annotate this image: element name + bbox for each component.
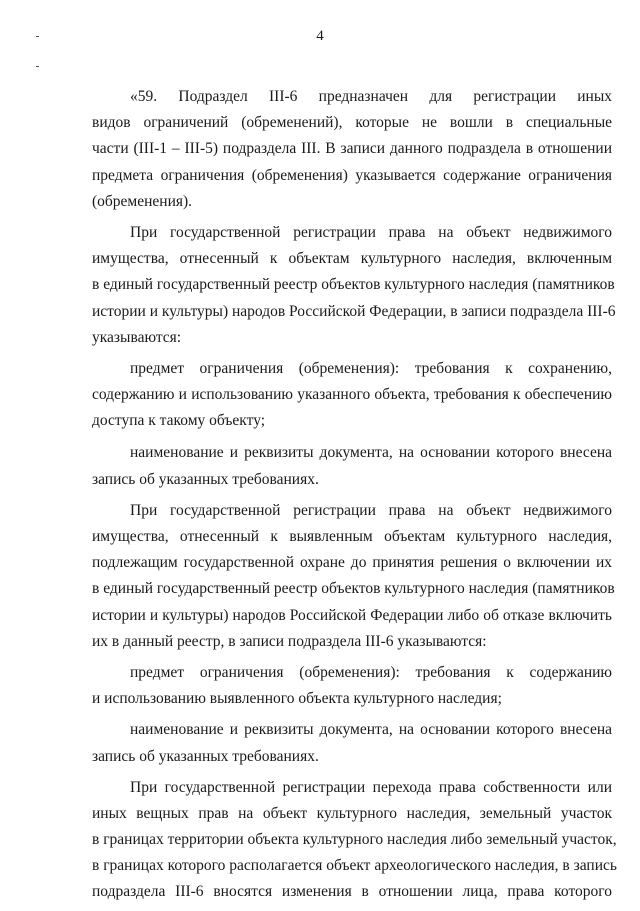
text-line: в границах которого располагается объект археологического наследия, в запись [92,857,617,875]
text-line: истории и культуры) народов Российской Федерации либо об отказе включить [92,606,612,624]
text-line: видов ограничений (обременений), которые не вошли в специальные [92,114,612,132]
page-number: 4 [316,28,324,44]
scan-mark [36,66,39,67]
text-line: части (III-1 – III-5) подраздела III. В записи данного подраздела в отношении [92,140,612,158]
paragraph [92,775,617,906]
paragraph [92,498,615,655]
paragraph [92,717,612,769]
text-line: При государственной регистрации перехода права собственности или [130,778,612,796]
text-line: и использованию выявленного объекта культурного наследия; [92,690,502,708]
text-line: предмета ограничения (обременения) указывается содержание ограничения [92,166,612,184]
text-line: имущества, отнесенный к выявленным объектам культурного наследия, [92,528,612,545]
text-line: истории и культуры) народов Российской Федерации, в записи подраздела III-6 [92,302,616,320]
text-line: запись об указанных требованиях. [92,470,319,488]
paragraph [92,440,612,492]
text-line: в границах территории объекта культурного наследия либо земельный участок, [92,831,617,849]
text-line: их в данный реестр, в записи подраздела III-6 указываются: [92,632,487,650]
text-line: иных вещных прав на объект культурного наследия, земельный участок [92,804,612,822]
document-body [92,84,617,911]
text-line: При государственной регистрации права на объект недвижимого [130,223,612,241]
text-line: предмет ограничения (обременения): требования к содержанию [130,663,612,681]
text-line: доступа к такому объекту; [92,412,266,430]
text-line: При государственной регистрации права на объект недвижимого [130,501,612,519]
text-line: подлежащим государственной охране до принятия решения о включении их [92,554,612,572]
text-line: наименование и реквизиты документа, на основании которого внесена [130,721,612,739]
text-line: подраздела III-6 вносятся изменения в отношении лица, права которого [92,883,612,901]
paragraph [92,220,616,351]
text-line: (обременения). [92,192,193,210]
paragraph [92,660,612,712]
text-line: указываются: [92,328,182,346]
text-line: содержанию и использованию указанного объекта, требования к обеспечению [92,386,612,404]
text-line: наименование и реквизиты документа, на основании которого внесена [130,444,612,462]
paragraph [92,356,612,435]
text-line: запись об указанных требованиях. [92,747,319,765]
text-line: предмет ограничения (обременения): требования к сохранению, [130,359,612,377]
paragraph [92,84,612,215]
text-line: в единый государственный реестр объектов культурного наследия (памятников [92,276,615,294]
text-line: в единый государственный реестр объектов культурного наследия (памятников [92,580,615,598]
text-line: имущества, отнесенный к объектам культурного наследия, включенным [92,250,612,268]
text-line: «59. Подраздел III-6 предназначен для регистрации иных [130,88,612,105]
